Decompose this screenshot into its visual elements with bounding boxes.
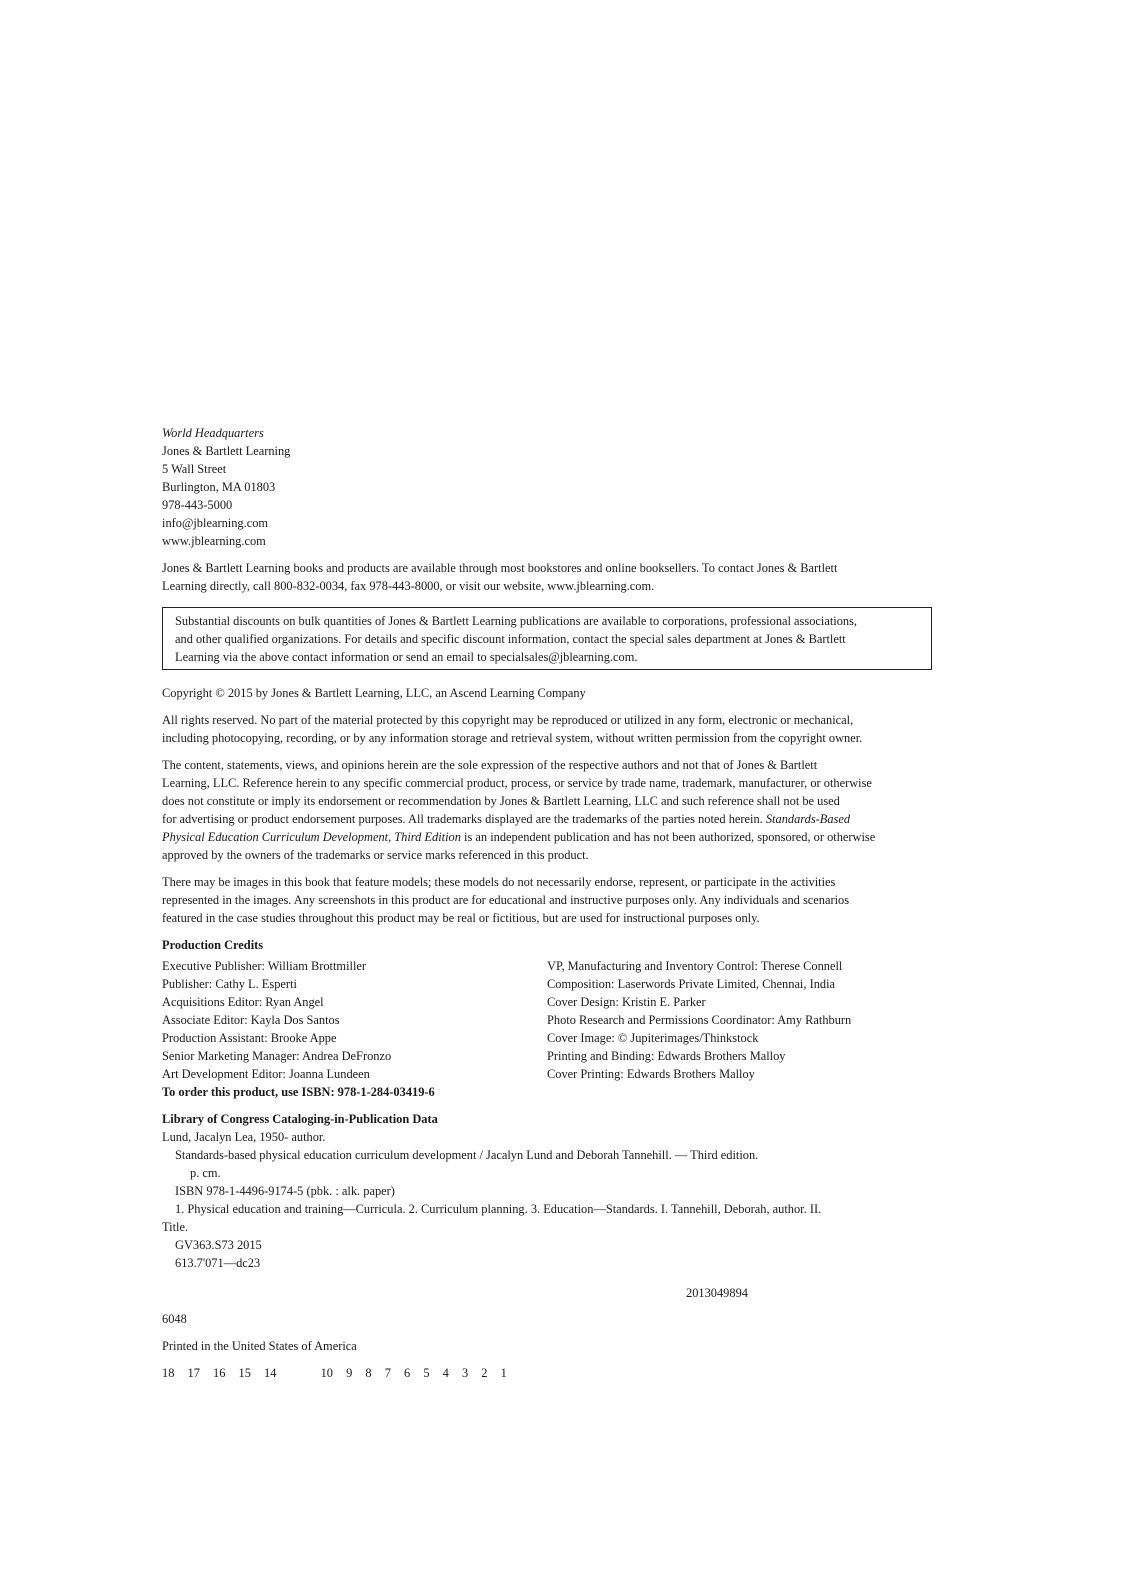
cip-pages: p. cm. [190, 1166, 221, 1180]
rights-line: including photocopying, recording, or by any information storage and retrieval system, without written permission from the copyright owner. [162, 731, 863, 745]
credit-line: Senior Marketing Manager: Andrea DeFronzo [162, 1049, 392, 1063]
disclaimer-text: for advertising or product endorsement purposes. All trademarks displayed are the trademarks of the parties noted herein. [162, 812, 766, 826]
discount-line: Learning via the above contact information or send an email to specialsales@jblearning.com. [175, 650, 638, 664]
disclaimer-line: The content, statements, views, and opinions herein are the sole expression of the respective authors and not that of Jones & Bartlett [162, 758, 818, 772]
disclaimer-line: does not constitute or imply its endorsement or recommendation by Jones & Bartlett Learning, LLC and such reference shall not be used [162, 794, 840, 808]
book-title-italic: Standards-Based [765, 812, 851, 826]
credit-line: Cover Image: © Jupiterimages/Thinkstock [547, 1031, 759, 1045]
production-credits [162, 936, 932, 1083]
credit-line: Printing and Binding: Edwards Brothers Malloy [547, 1049, 786, 1063]
printing-number: 8 [365, 1366, 372, 1380]
printing-number: 7 [384, 1366, 391, 1380]
disclaimer-line [162, 828, 932, 846]
discount-line: Substantial discounts on bulk quantities of Jones & Bartlett Learning publications are available to corporations, professional associations, [175, 614, 858, 628]
cip-heading: Library of Congress Cataloging-in-Publication Data [162, 1112, 438, 1126]
availability-paragraph [162, 559, 932, 595]
printing-line [162, 1364, 932, 1382]
credit-line: Composition: Laserwords Private Limited, Chennai, India [547, 977, 836, 991]
printing-number: 3 [461, 1366, 469, 1380]
headquarters-line: 5 Wall Street [162, 462, 227, 476]
printing-year: 14 [264, 1366, 277, 1380]
book-title-italic: Physical Education Curriculum Development, Third Edition [162, 830, 461, 844]
credit-line: Photo Research and Permissions Coordinator: Amy Rathburn [547, 1013, 852, 1027]
headquarters-heading: World Headquarters [162, 426, 264, 440]
images-notice-paragraph [162, 873, 932, 927]
credit-line: Cover Design: Kristin E. Parker [547, 995, 706, 1009]
copyright-page [162, 424, 932, 1382]
cip-lccn: 2013049894 [686, 1286, 748, 1300]
discount-line: and other qualified organizations. For details and specific discount information, contact the special sales department at Jones & Bartlett [175, 632, 846, 646]
cip-block [162, 1110, 932, 1302]
copyright-notice: Copyright © 2015 by Jones & Bartlett Learning, LLC, an Ascend Learning Company [162, 686, 586, 700]
images-notice-line: There may be images in this book that feature models; these models do not necessarily endorse, represent, or participate in the activities [162, 875, 836, 889]
headquarters-line: info@jblearning.com [162, 516, 269, 530]
discount-box [162, 607, 932, 670]
credits-right-column [547, 957, 932, 1083]
disclaimer-line [162, 810, 932, 828]
cip-title: Standards-based physical education curriculum development / Jacalyn Lund and Deborah Tannehill. — Third edition. [175, 1148, 759, 1162]
rights-line: All rights reserved. No part of the material protected by this copyright may be reproduced or utilized in any form, electronic or mechanical, [162, 713, 854, 727]
credits-left-column [162, 957, 547, 1083]
credit-line: Art Development Editor: Joanna Lundeen [162, 1067, 370, 1081]
cip-subjects-cont: Title. [162, 1220, 189, 1234]
headquarters-block [162, 424, 932, 550]
cip-author: Lund, Jacalyn Lea, 1950- author. [162, 1130, 326, 1144]
printing-year: 18 [162, 1366, 175, 1380]
job-number: 6048 [162, 1312, 187, 1326]
headquarters-line: www.jblearning.com [162, 534, 266, 548]
credit-line: Production Assistant: Brooke Appe [162, 1031, 337, 1045]
credit-line: Associate Editor: Kayla Dos Santos [162, 1013, 340, 1027]
headquarters-line: 978-443-5000 [162, 498, 233, 512]
availability-line: Learning directly, call 800-832-0034, fax 978-443-8000, or visit our website, www.jblearning.com. [162, 579, 655, 593]
headquarters-line: Burlington, MA 01803 [162, 480, 276, 494]
cip-subjects: 1. Physical education and training—Curricula. 2. Curriculum planning. 3. Education—Standards. I. Tannehill, Deborah, author. II. [175, 1202, 822, 1216]
disclaimer-line: approved by the owners of the trademarks or service marks referenced in this product. [162, 848, 589, 862]
disclaimer-text: is an independent publication and has not been authorized, sponsored, or otherwise [460, 830, 876, 844]
production-credits-heading: Production Credits [162, 938, 264, 952]
credit-line: VP, Manufacturing and Inventory Control: Therese Connell [547, 959, 843, 973]
printing-number: 1 [500, 1366, 507, 1380]
printing-year: 17 [187, 1366, 200, 1380]
credit-line: Acquisitions Editor: Ryan Angel [162, 995, 324, 1009]
printing-number: 6 [404, 1366, 411, 1380]
credit-line: Publisher: Cathy L. Esperti [162, 977, 297, 991]
rights-paragraph [162, 711, 932, 747]
printed-in: Printed in the United States of America [162, 1339, 357, 1353]
availability-line: Jones & Bartlett Learning books and products are available through most bookstores and online booksellers. To contact Jones & Bartlett [162, 561, 838, 575]
disclaimer-line: Learning, LLC. Reference herein to any specific commercial product, process, or service by trade name, trademark, manufacturer, or otherwise [162, 776, 872, 790]
credit-line: Cover Printing: Edwards Brothers Malloy [547, 1067, 755, 1081]
isbn-order-line: To order this product, use ISBN: 978-1-284-03419-6 [162, 1085, 435, 1099]
printing-number: 2 [481, 1366, 488, 1380]
credit-line: Executive Publisher: William Brottmiller [162, 959, 367, 973]
headquarters-line: Jones & Bartlett Learning [162, 444, 291, 458]
cip-dewey: 613.7'071—dc23 [175, 1256, 261, 1270]
images-notice-line: represented in the images. Any screenshots in this product are for educational and instructive purposes only. Any individuals and scenarios [162, 893, 850, 907]
cip-isbn: ISBN 978-1-4496-9174-5 (pbk. : alk. paper) [175, 1184, 395, 1198]
printing-number: 5 [423, 1366, 430, 1380]
images-notice-line: featured in the case studies throughout this product may be real or fictitious, but are used for instructional purposes only. [162, 911, 760, 925]
credits-columns [162, 957, 932, 1083]
printing-number: 10 [320, 1366, 333, 1380]
printing-number: 4 [442, 1366, 449, 1380]
cip-lc-class: GV363.S73 2015 [175, 1238, 262, 1252]
printing-number: 9 [346, 1366, 353, 1380]
disclaimer-paragraph [162, 756, 932, 864]
printing-year: 15 [238, 1366, 251, 1380]
printing-year: 16 [213, 1366, 226, 1380]
